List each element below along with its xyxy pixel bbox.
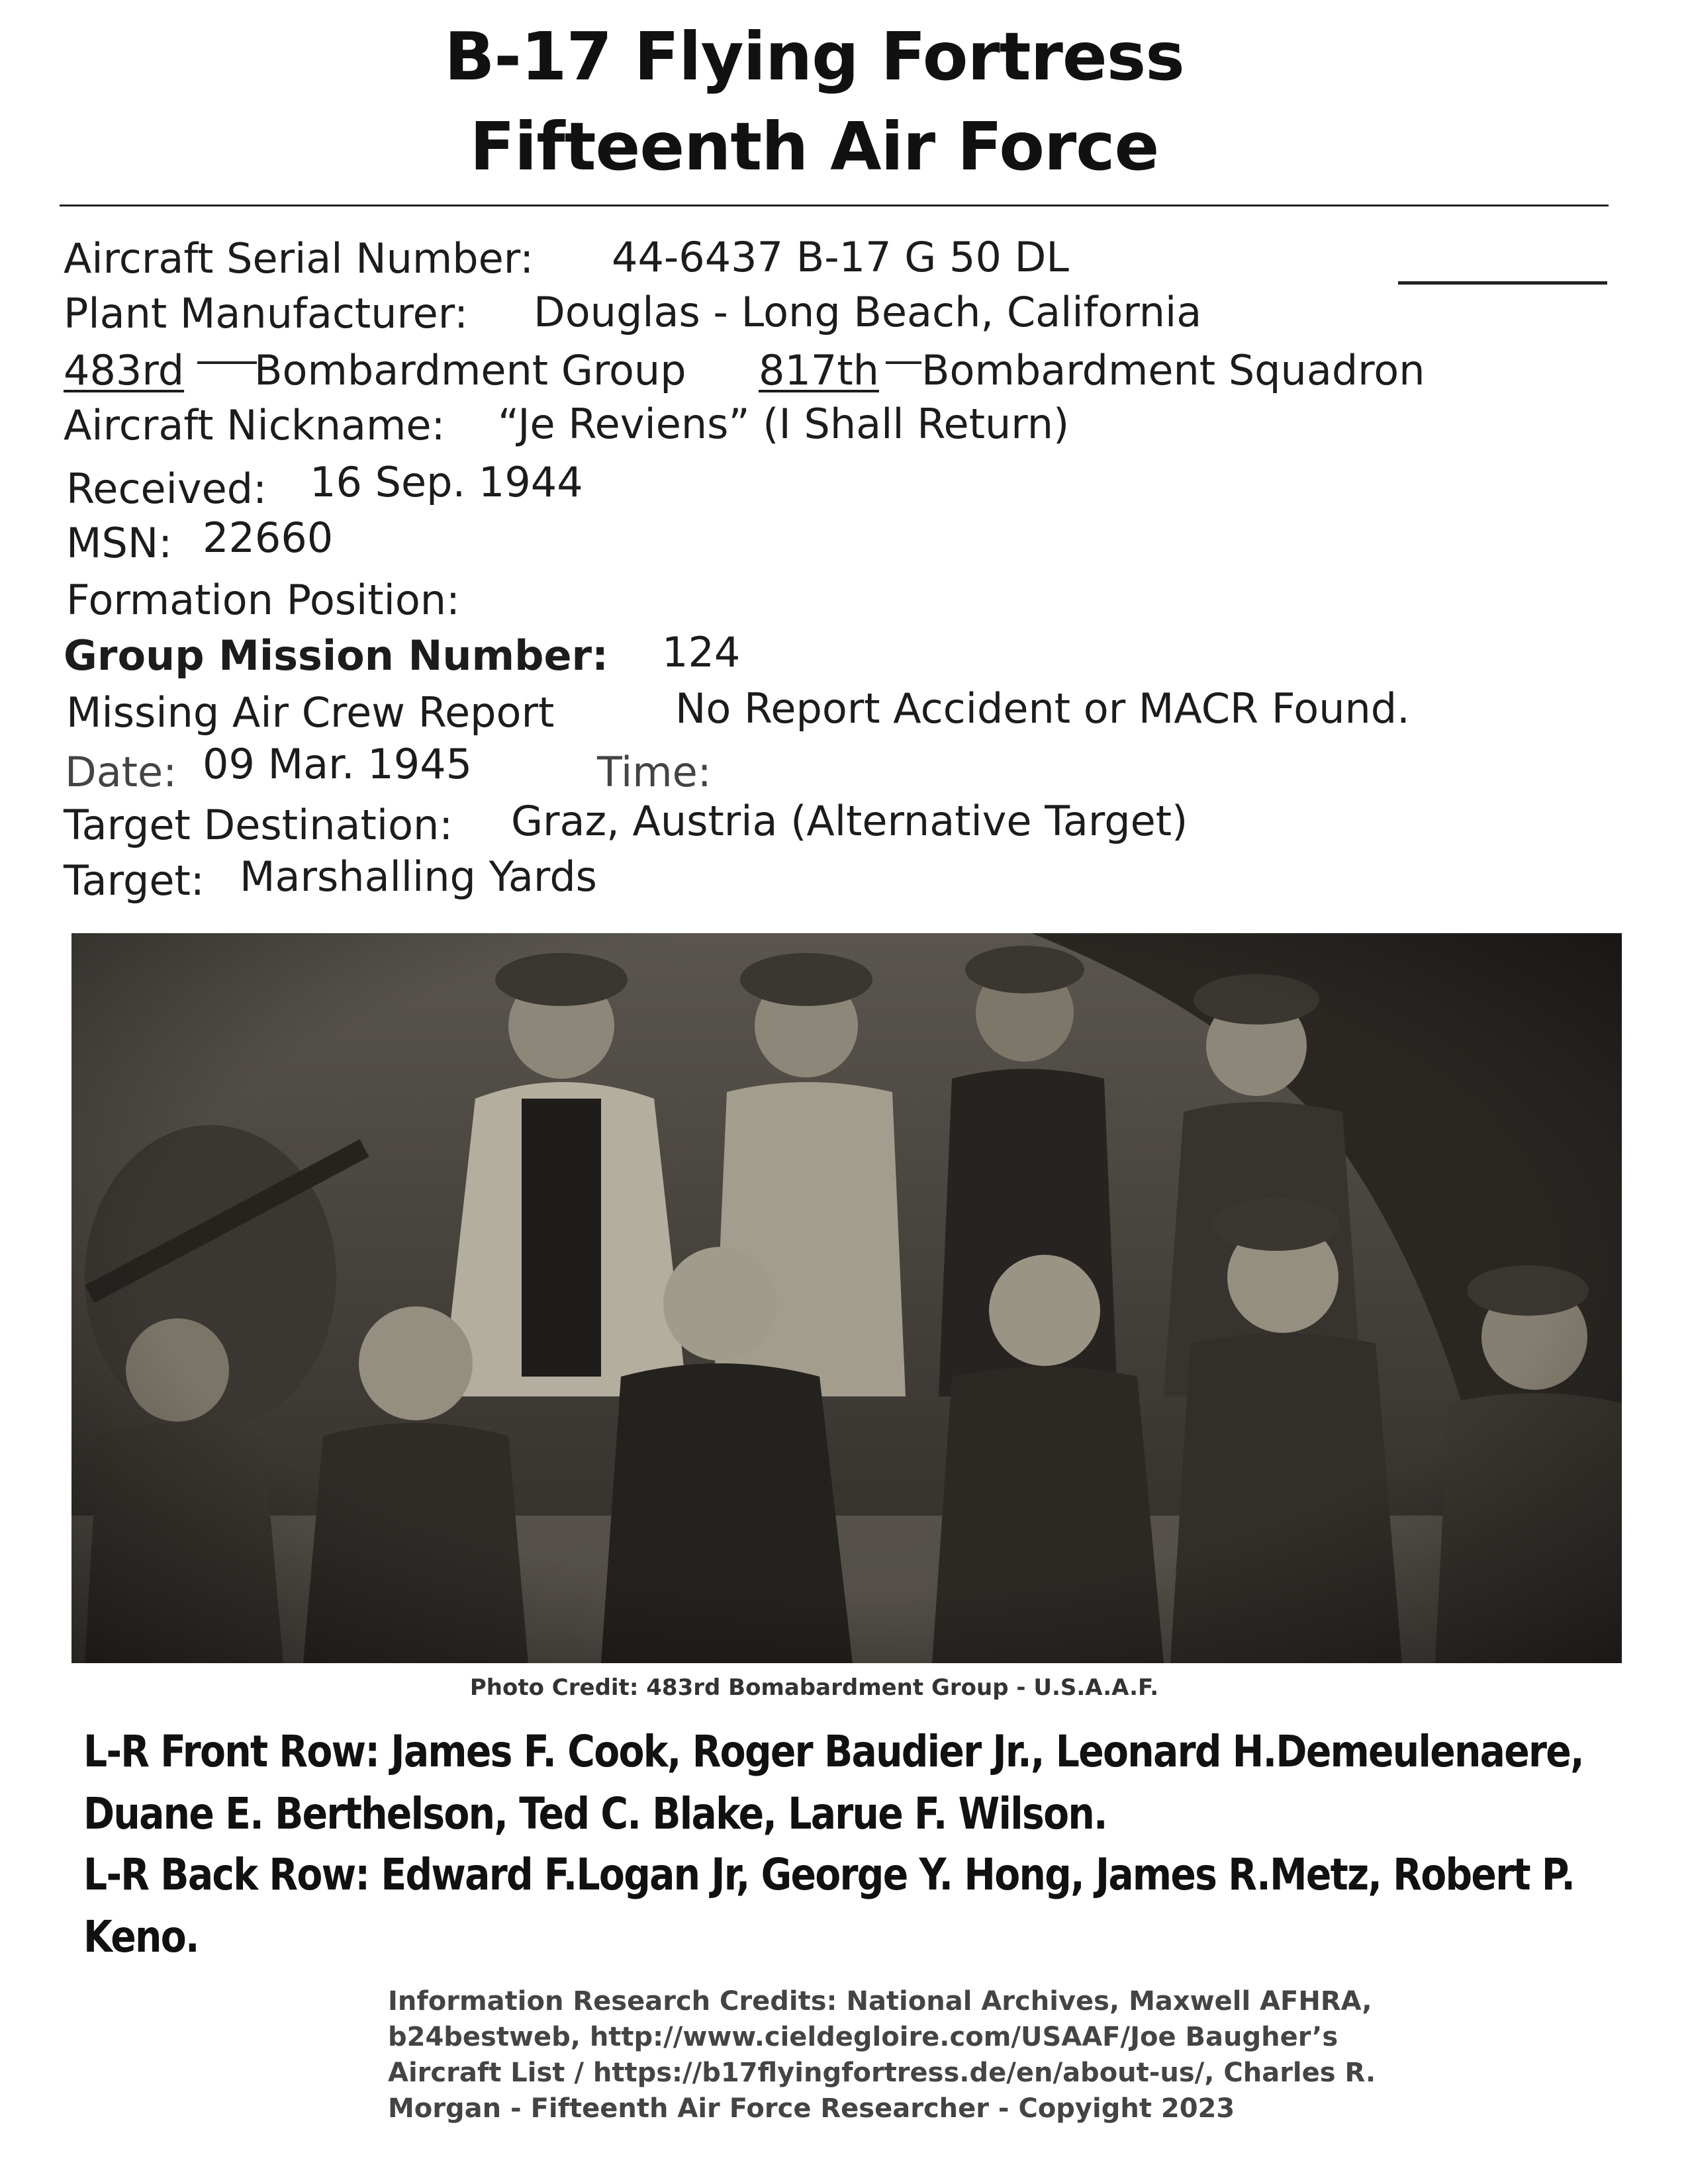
page-subtitle: Fifteenth Air Force (469, 108, 1159, 185)
photo-credit: Photo Credit: 483rd Bomabardment Group - U.S.A.A.F. (469, 1674, 1159, 1701)
crew-photo-illustration (71, 933, 1622, 1663)
group-underline (197, 361, 257, 364)
nickname-label: Aircraft Nickname: (64, 401, 445, 449)
crew-photo (71, 933, 1622, 1663)
manufacturer-value: Douglas - Long Beach, California (534, 288, 1202, 336)
target-value: Marshalling Yards (240, 852, 597, 901)
serial-blank-line (1398, 281, 1607, 285)
formation-label: Formation Position: (66, 576, 460, 624)
group-label: Bombardment Group (254, 346, 686, 394)
time-label: Time: (597, 748, 712, 796)
research-credits-line2: b24bestweb, http://www.cieldegloire.com/USAAF/Joe Baugher’s (388, 2022, 1338, 2052)
squadron-number: 817th (759, 346, 879, 394)
research-credits-line1: Information Research Credits: National Archives, Maxwell AFHRA, (388, 1986, 1372, 2017)
target-label: Target: (64, 856, 205, 905)
title-divider (60, 205, 1609, 206)
research-credits-line3: Aircraft List / https://b17flyingfortress.de/en/about-us/, Charles R. (388, 2058, 1376, 2088)
serial-value: 44-6437 B-17 G 50 DL (612, 233, 1069, 281)
squadron-label: Bombardment Squadron (921, 346, 1425, 394)
destination-value: Graz, Austria (Alternative Target) (511, 797, 1188, 845)
serial-label: Aircraft Serial Number: (64, 234, 534, 283)
nickname-value: “Je Reviens” (I Shall Return) (498, 400, 1070, 448)
msn-label: MSN: (66, 519, 173, 567)
manufacturer-label: Plant Manufacturer: (64, 289, 469, 338)
crew-front-row-line2: Duane E. Berthelson, Ted C. Blake, Larue F. Wilson. (83, 1788, 1107, 1839)
crew-back-row-line2: Keno. (83, 1911, 199, 1962)
macr-value: No Report Accident or MACR Found. (675, 684, 1410, 733)
research-credits-line4: Morgan - Fifteenth Air Force Researcher - Copyight 2023 (388, 2093, 1235, 2124)
mission-value: 124 (662, 628, 741, 676)
macr-label: Missing Air Crew Report (66, 688, 555, 737)
msn-value: 22660 (203, 514, 334, 562)
crew-back-row-line1: L-R Back Row: Edward F.Logan Jr, George Y. Hong, James R.Metz, Robert P. (83, 1849, 1575, 1900)
group-number: 483rd (64, 346, 185, 394)
date-value: 09 Mar. 1945 (203, 740, 473, 788)
mission-label: Group Mission Number: (64, 631, 608, 680)
crew-front-row-line1: L-R Front Row: James F. Cook, Roger Baudier Jr., Leonard H.Demeulenaere, (83, 1726, 1583, 1777)
received-label: Received: (66, 465, 267, 513)
page-title: B-17 Flying Fortress (444, 18, 1184, 95)
squadron-underline (886, 361, 921, 364)
destination-label: Target Destination: (64, 801, 453, 849)
received-value: 16 Sep. 1944 (310, 458, 583, 506)
date-label: Date: (65, 748, 177, 796)
